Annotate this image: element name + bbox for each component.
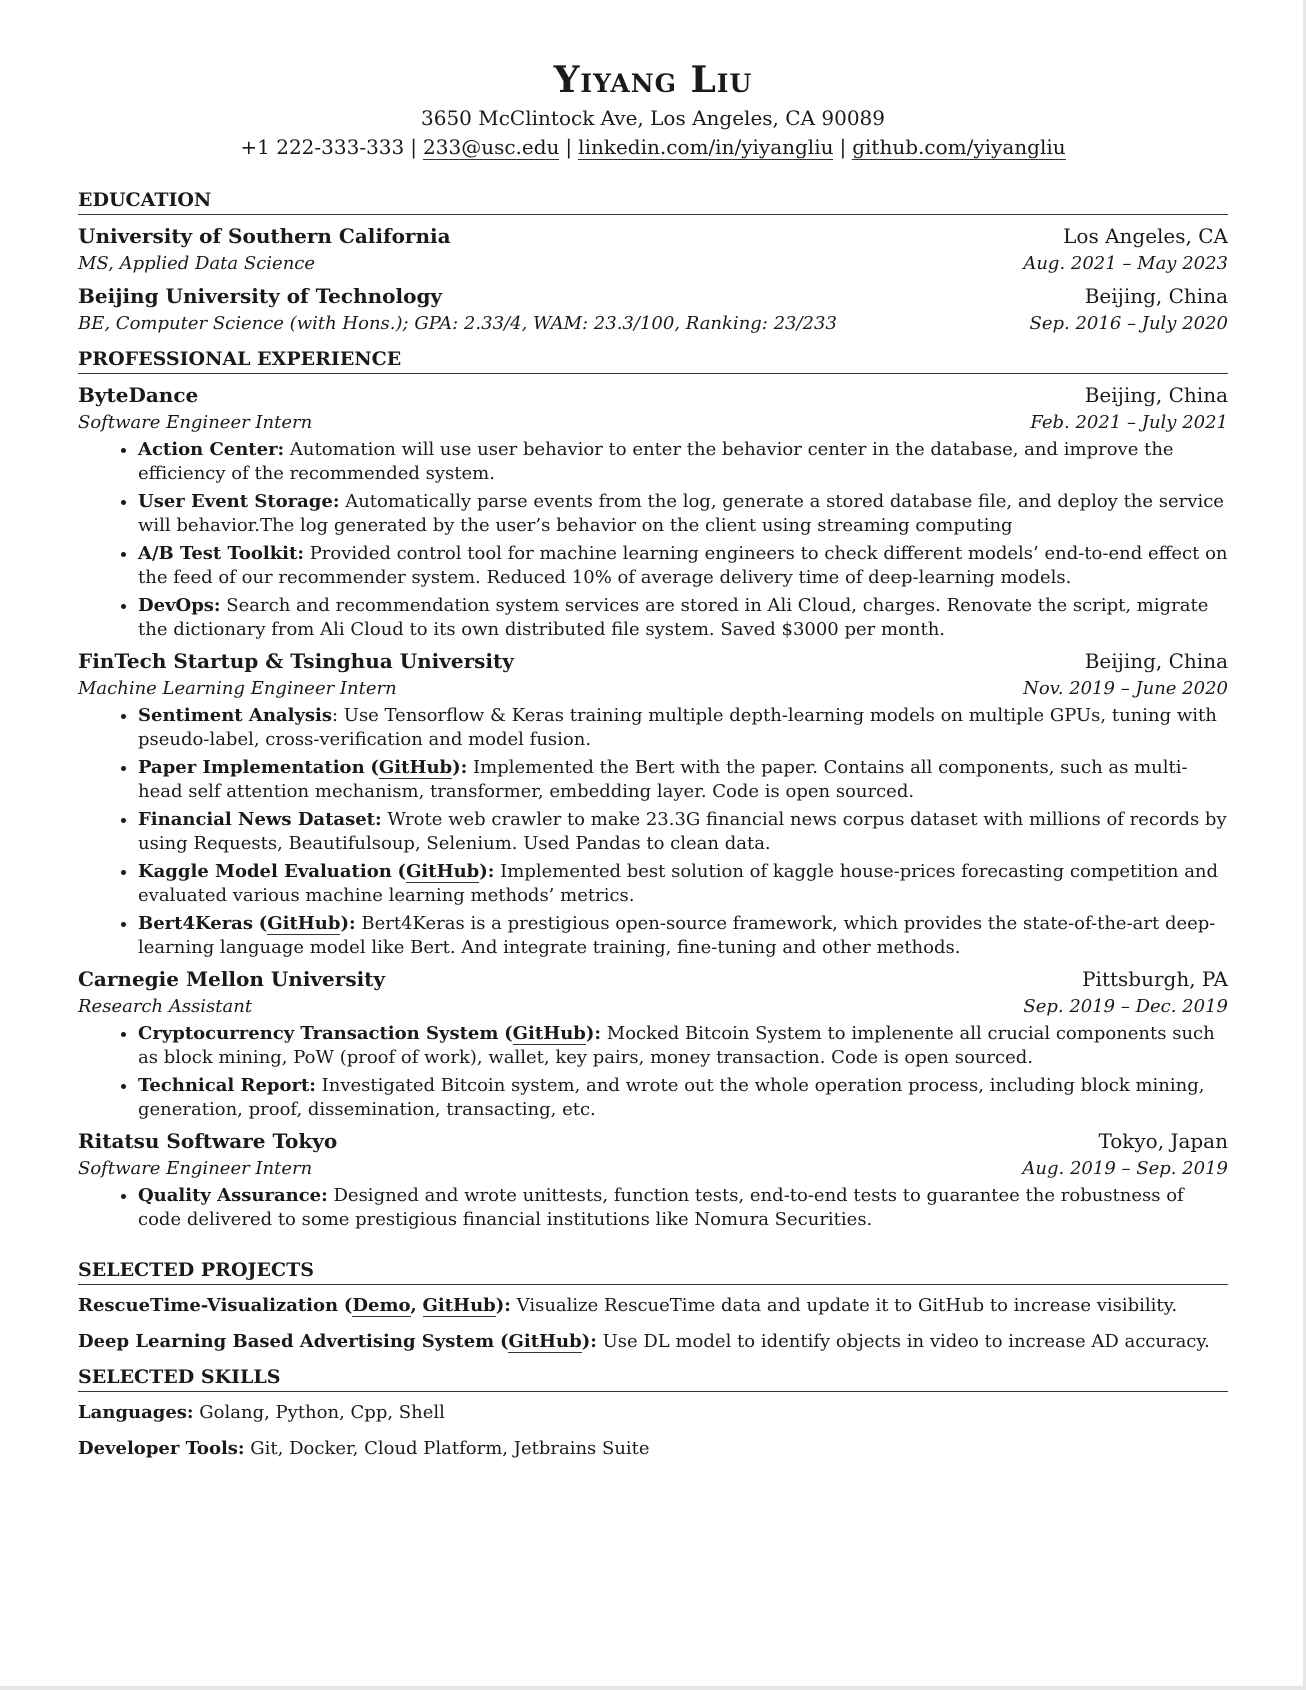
dates: Sep. 2019 – Dec. 2019 <box>1023 996 1228 1017</box>
dates: Aug. 2019 – Sep. 2019 <box>1022 1158 1228 1179</box>
list-item: • Paper Implementation (GitHub): Implemented the Bert with the paper. Contains all components, such as multi-head self attention mechanism, transformer, embedding layer. Code is open sourced. <box>138 756 1228 804</box>
education-entry <box>78 281 1228 337</box>
degree: MS, Applied Data Science <box>78 253 316 274</box>
degree: BE, Computer Science (with Hons.); GPA: 2.33/4, WAM: 23.3/100, Ranking: 23/233 <box>78 313 837 334</box>
job-location: Beijing, China <box>1084 649 1228 673</box>
dates: Feb. 2021 – July 2021 <box>1030 412 1228 433</box>
job-location: Beijing, China <box>1084 383 1228 407</box>
dates: Aug. 2021 – May 2023 <box>1023 253 1228 274</box>
company-name: ByteDance <box>78 383 199 407</box>
skill-item: Languages: Golang, Python, Cpp, Shell <box>78 1402 445 1423</box>
list-item: • User Event Storage: Automatically parse events from the log, generate a stored database file, and deploy the service will behavior.The log generated by the user’s behavior on the client using streaming computing <box>138 490 1228 538</box>
job-role: Software Engineer Intern <box>78 412 313 433</box>
job-entry <box>78 964 1228 1122</box>
job-location: Tokyo, Japan <box>1098 1129 1228 1153</box>
list-item: • Quality Assurance: Designed and wrote unittests, function tests, end-to-end tests to guarantee the robustness of code delivered to some prestigious financial institutions like Nomura Securities. <box>138 1184 1228 1232</box>
list-item: • A/B Test Toolkit: Provided control tool for machine learning engineers to check different models’ end-to-end effect on the feed of our recommender system. Reduced 10% of average delivery time of deep-learning models. <box>138 542 1228 590</box>
job-role: Research Assistant <box>78 996 253 1017</box>
company-name: Carnegie Mellon University <box>78 967 386 991</box>
phone: +1 222-333-333 <box>240 135 405 159</box>
github-link[interactable]: GitHub <box>406 861 480 882</box>
experience-heading: PROFESSIONAL EXPERIENCE <box>78 347 1228 374</box>
list-item: • Action Center: Automation will use user behavior to enter the behavior center in the database, and improve the efficiency of the recommended system. <box>138 438 1228 486</box>
list-item: • Kaggle Model Evaluation (GitHub): Implemented best solution of kaggle house-prices forecasting competition and evaluated various machine learning methods’ metrics. <box>138 860 1228 908</box>
school-location: Los Angeles, CA <box>1063 224 1228 248</box>
education-heading: EDUCATION <box>78 188 1228 215</box>
github-link[interactable]: GitHub <box>508 1331 582 1352</box>
github-link[interactable]: GitHub <box>512 1023 586 1044</box>
list-item: • Technical Report: Investigated Bitcoin system, and wrote out the whole operation process, including block mining, generation, proof, dissemination, transacting, etc. <box>138 1074 1228 1122</box>
separator: | <box>410 135 418 159</box>
job-role: Machine Learning Engineer Intern <box>78 678 397 699</box>
dates: Nov. 2019 – June 2020 <box>1023 678 1228 699</box>
school-location: Beijing, China <box>1084 284 1228 308</box>
contact-line <box>78 132 1228 162</box>
github-profile-link[interactable]: github.com/yiyangliu <box>852 135 1066 159</box>
separator: | <box>839 135 847 159</box>
skills-heading: SELECTED SKILLS <box>78 1365 1228 1392</box>
job-role: Software Engineer Intern <box>78 1158 313 1179</box>
linkedin-link[interactable]: linkedin.com/in/yiyangliu <box>578 135 834 159</box>
candidate-name: Yiyang Liu <box>553 59 753 101</box>
project-item: Deep Learning Based Advertising System (GitHub): Use DL model to identify objects in video to increase AD accuracy. <box>78 1331 1210 1352</box>
list-item: • DevOps: Search and recommendation system services are stored in Ali Cloud, charges. Renovate the script, migrate the dictionary from Ali Cloud to its own distributed file system. Saved $3000 per month. <box>138 594 1228 642</box>
page-edge <box>0 1686 1306 1690</box>
project-item: RescueTime-Visualization (Demo, GitHub): Visualize RescueTime data and update it to GitHub to increase visibility. <box>78 1295 1178 1316</box>
github-link[interactable]: GitHub <box>267 913 341 934</box>
separator: | <box>565 135 573 159</box>
list-item: • Bert4Keras (GitHub): Bert4Keras is a prestigious open-source framework, which provides the state-of-the-art deep-learning language model like Bert. And integrate training, fine-tuning and other methods. <box>138 912 1228 960</box>
skill-item: Developer Tools: Git, Docker, Cloud Platform, Jetbrains Suite <box>78 1438 650 1459</box>
projects-heading: SELECTED PROJECTS <box>78 1258 1228 1285</box>
company-name: Ritatsu Software Tokyo <box>78 1129 338 1153</box>
job-entry <box>78 646 1228 960</box>
education-entry <box>78 221 1228 277</box>
address: 3650 McClintock Ave, Los Angeles, CA 90089 <box>421 106 885 130</box>
github-link[interactable]: GitHub <box>422 1295 496 1316</box>
github-link[interactable]: GitHub <box>378 757 453 778</box>
list-item: • Financial News Dataset: Wrote web crawler to make 23.3G financial news corpus dataset with millions of records by using Requests, Beautifulsoup, Selenium. Used Pandas to clean data. <box>138 808 1228 856</box>
list-item: • Cryptocurrency Transaction System (GitHub): Mocked Bitcoin System to implenente all crucial components such as block mining, PoW (proof of work), wallet, key pairs, money transaction. Code is open sourced. <box>138 1022 1228 1070</box>
company-name: FinTech Startup & Tsinghua University <box>78 649 514 673</box>
dates: Sep. 2016 – July 2020 <box>1029 313 1228 334</box>
list-item: • Sentiment Analysis: Use Tensorflow & Keras training multiple depth-learning models on multiple GPUs, tuning with pseudo-label, cross-verification and model fusion. <box>138 704 1228 752</box>
email-link[interactable]: 233@usc.edu <box>423 135 560 159</box>
school-name: University of Southern California <box>78 224 451 248</box>
job-entry <box>78 1126 1228 1232</box>
demo-link[interactable]: Demo <box>352 1295 411 1316</box>
school-name: Beijing University of Technology <box>78 284 443 308</box>
job-entry <box>78 380 1228 642</box>
resume-header <box>78 58 1228 162</box>
job-location: Pittsburgh, PA <box>1082 967 1228 991</box>
